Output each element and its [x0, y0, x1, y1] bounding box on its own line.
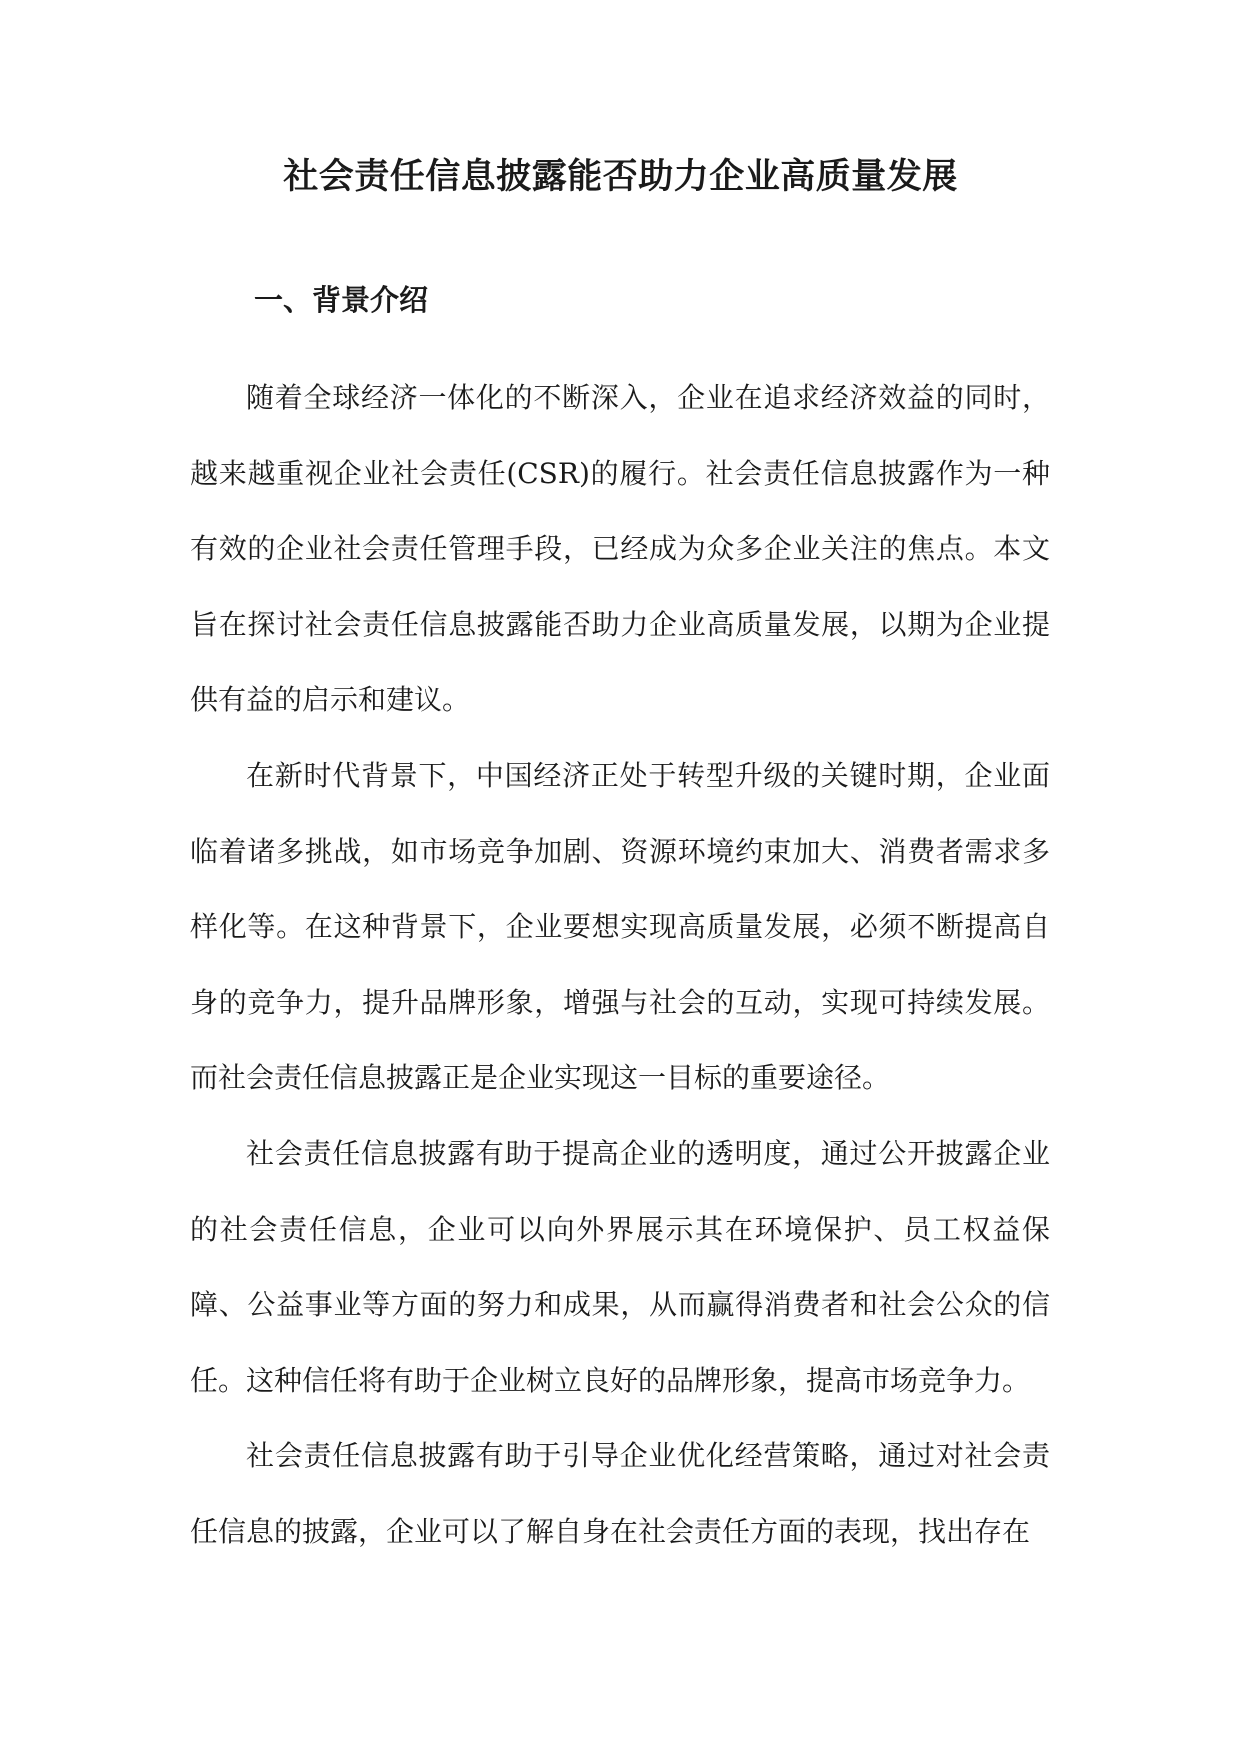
body-paragraph: 随着全球经济一体化的不断深入，企业在追求经济效益的同时，越来越重视企业社会责任(CSR)的履行。社会责任信息披露作为一种有效的企业社会责任管理手段，已经成为众多企业关注的焦点。本文旨在探讨社会责任信息披露能否助力企业高质量发展，以期为企业提供有益的启示和建议。: [190, 381, 1050, 716]
document-title: 社会责任信息披露能否助力企业高质量发展: [283, 157, 958, 197]
body-paragraph: 社会责任信息披露有助于引导企业优化经营策略，通过对社会责任信息的披露，企业可以了解自身在社会责任方面的表现，找出存在: [190, 1439, 1050, 1548]
section-heading: 一、背景介绍: [254, 283, 429, 317]
body-paragraph: 社会责任信息披露有助于提高企业的透明度，通过公开披露企业的社会责任信息，企业可以向外界展示其在环境保护、员工权益保障、公益事业等方面的努力和成果，从而赢得消费者和社会公众的信任。这种信任将有助于企业树立良好的品牌形象，提高市场竞争力。: [190, 1137, 1050, 1397]
body-paragraph: 在新时代背景下，中国经济正处于转型升级的关键时期，企业面临着诸多挑战，如市场竞争加剧、资源环境约束加大、消费者需求多样化等。在这种背景下，企业要想实现高质量发展，必须不断提高自身的竞争力，提升品牌形象，增强与社会的互动，实现可持续发展。而社会责任信息披露正是企业实现这一目标的重要途径。: [190, 759, 1050, 1094]
